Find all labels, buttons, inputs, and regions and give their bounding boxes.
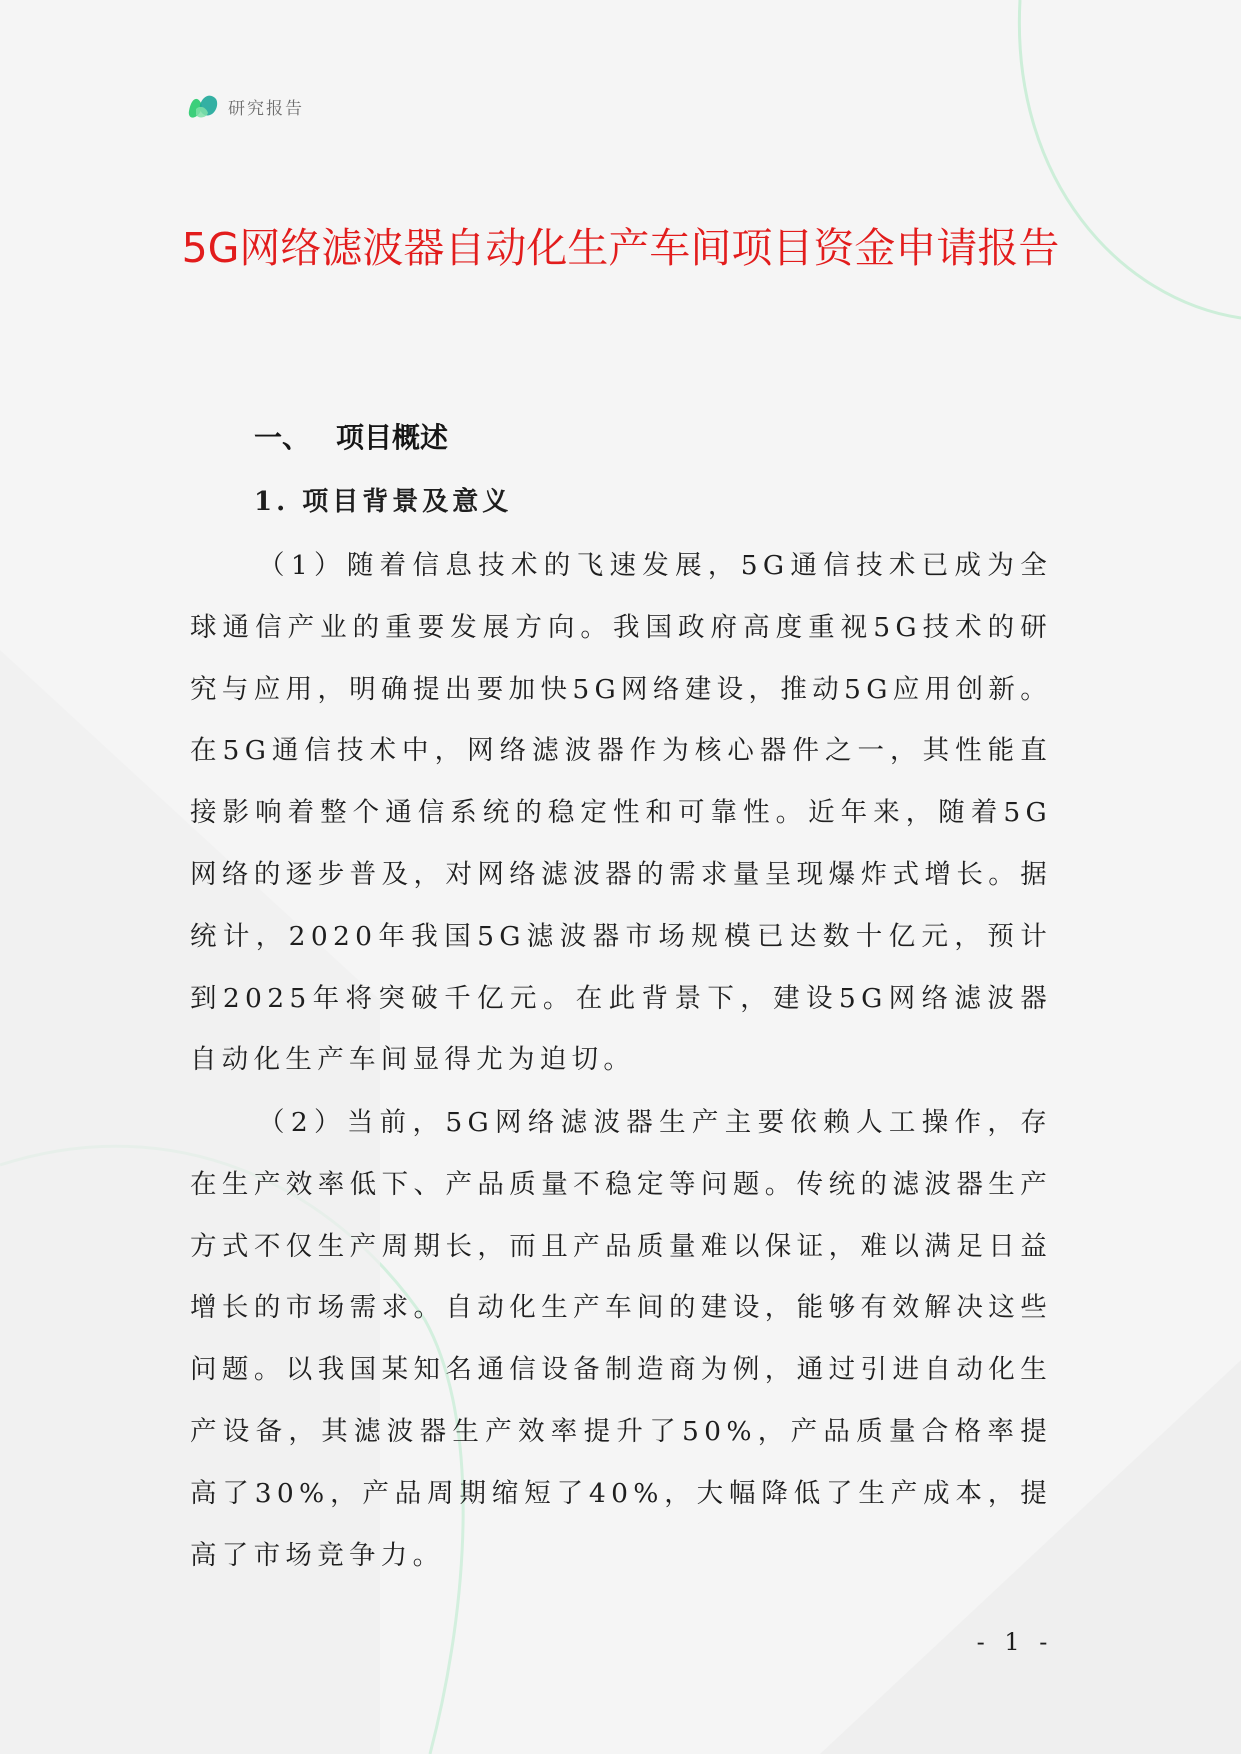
page-number: - 1 - [976,1628,1054,1656]
report-type-label: 研究报告 [228,98,304,119]
paragraph-2: （2）当前，5G网络滤波器生产主要依赖人工操作，存在生产效率低下、产品质量不稳定等问题。传统的滤波器生产方式不仅生产周期长，而且产品质量难以保证，难以满足日益增长的市场需求。自动化生产车间的建设，能够有效解决这些问题。以我国某知名通信设备制造商为例，通过引进自动化生产设备，其滤波器生产效率提升了50%，产品质量合格率提高了30%，产品周期缩短了40%，大幅降低了生产成本，提高了市场竞争力。 [190,1107,1052,1571]
section-title: 项目概述 [336,421,449,454]
brand-logo-icon [186,89,220,123]
document-title: 5G网络滤波器自动化生产车间项目资金申请报告 [181,224,1060,272]
paragraph-1: （1）随着信息技术的飞速发展，5G通信技术已成为全球通信产业的重要发展方向。我国政府高度重视5G技术的研究与应用，明确提出要加快5G网络建设，推动5G应用创新。在5G通信技术中，网络滤波器作为核心器件之一，其性能直接影响着整个通信系统的稳定性和可靠性。近年来，随着5G网络的逐步普及，对网络滤波器的需求量呈现爆炸式增长。据统计，2020年我国5G滤波器市场规模已达数十亿元，预计到2025年将突破千亿元。在此背景下，建设5G网络滤波器自动化生产车间显得尤为迫切。 [190,550,1052,1076]
report-header [186,88,304,124]
section-number: 一、 [254,421,311,454]
subsection-heading: 1. 项目背景及意义 [254,487,513,517]
section-heading [254,418,448,458]
